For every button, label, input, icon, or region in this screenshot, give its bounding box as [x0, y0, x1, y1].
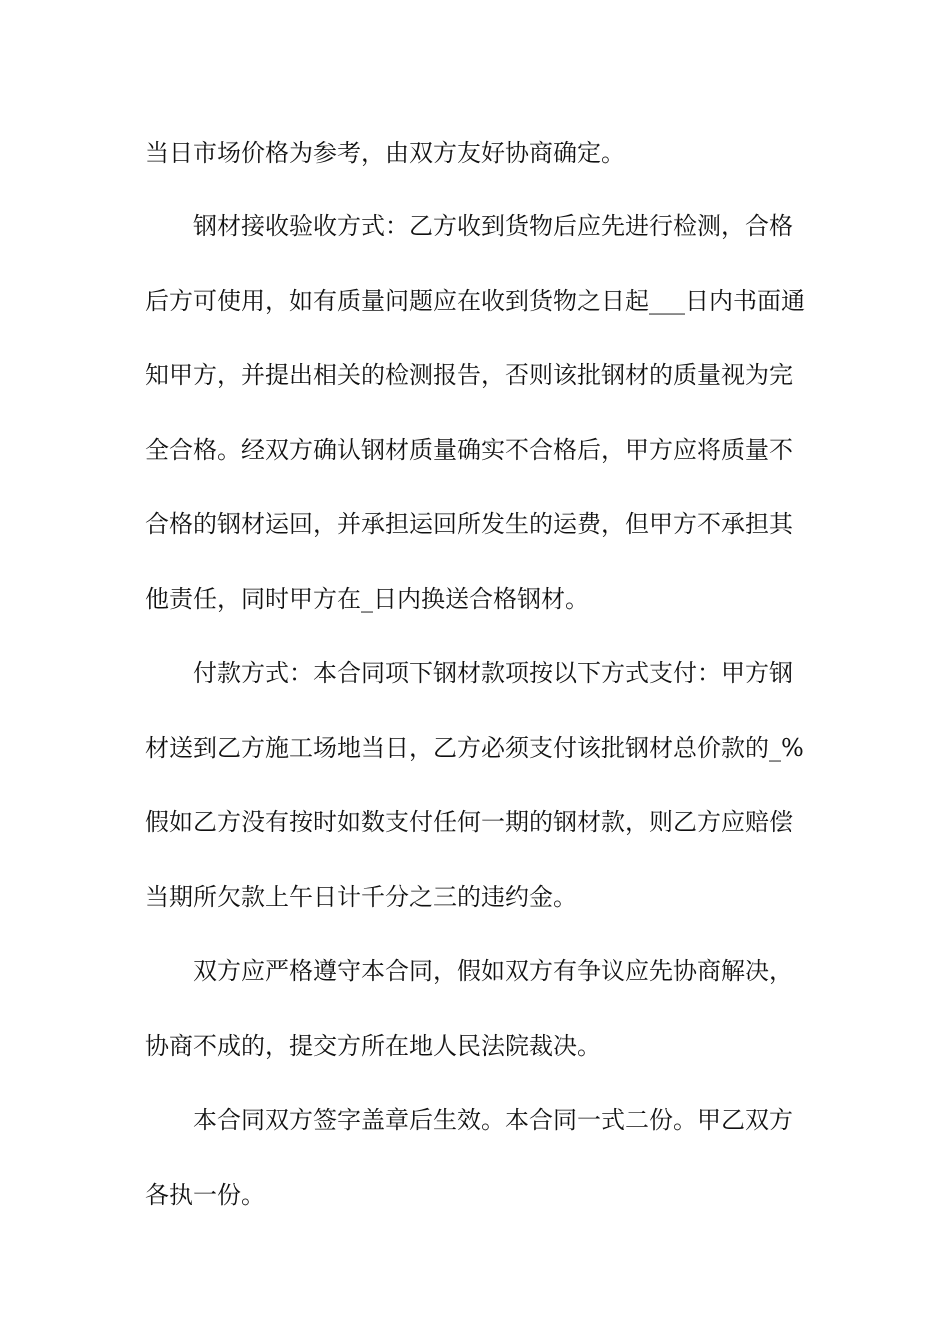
text-line: 后方可使用，如有质量问题应在收到货物之日起___日内书面通	[145, 287, 805, 315]
text-line: 当期所欠款上午日计千分之三的违约金。	[145, 883, 577, 911]
text-line: 合格的钢材运回，并承担运回所发生的运费，但甲方不承担其	[145, 510, 793, 538]
text-line: 钢材接收验收方式：乙方收到货物后应先进行检测，合格	[193, 212, 793, 240]
text-line: 各执一份。	[145, 1181, 265, 1209]
text-line: 知甲方，并提出相关的检测报告，否则该批钢材的质量视为完	[145, 361, 793, 389]
text-line: 他责任，同时甲方在_日内换送合格钢材。	[145, 585, 589, 613]
text-line: 本合同双方签字盖章后生效。本合同一式二份。甲乙双方	[193, 1106, 793, 1134]
text-line: 材送到乙方施工场地当日，乙方必须支付该批钢材总价款的_%	[145, 734, 804, 762]
text-line: 假如乙方没有按时如数支付任何一期的钢材款，则乙方应赔偿	[145, 808, 793, 836]
text-line: 双方应严格遵守本合同，假如双方有争议应先协商解决，	[193, 957, 793, 985]
text-line: 全合格。经双方确认钢材质量确实不合格后，甲方应将质量不	[145, 436, 793, 464]
text-line: 付款方式：本合同项下钢材款项按以下方式支付：甲方钢	[193, 659, 793, 687]
text-line: 当日市场价格为参考，由双方友好协商确定。	[145, 139, 625, 167]
text-line: 协商不成的，提交方所在地人民法院裁决。	[145, 1032, 601, 1060]
